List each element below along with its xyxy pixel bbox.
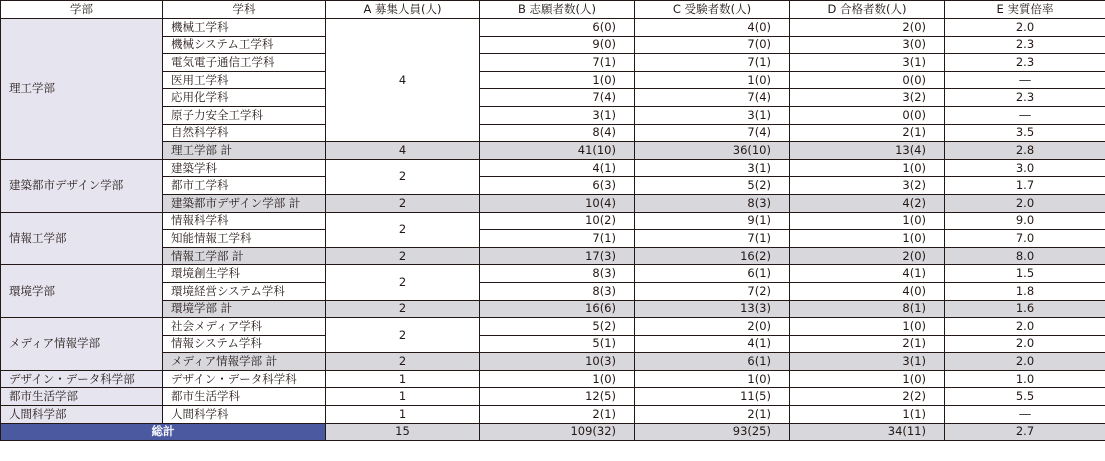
- header-ratio: E 実質倍率: [945, 1, 1105, 19]
- examinees-value: 1(0): [635, 71, 790, 89]
- faculty-name: メディア情報学部: [1, 318, 163, 371]
- subtotal-label: 情報工学部 計: [163, 247, 326, 265]
- faculty-name: 環境学部: [1, 265, 163, 318]
- table-row: [1, 335, 1105, 353]
- subtotal-passed: 4(2): [790, 194, 945, 212]
- applicants-value: 1(0): [480, 370, 635, 388]
- subtotal-applicants: 16(6): [480, 300, 635, 318]
- subtotal-passed: 2(0): [790, 247, 945, 265]
- subtotal-row: [1, 142, 1105, 160]
- ratio-value: 2.3: [945, 54, 1105, 72]
- applicants-value: 9(0): [480, 36, 635, 54]
- subtotal-ratio: 1.6: [945, 300, 1105, 318]
- department-name: 環境創生学科: [163, 265, 326, 283]
- ratio-value: 1.7: [945, 177, 1105, 195]
- quota-value: 2: [326, 265, 480, 300]
- applicants-value: 3(1): [480, 106, 635, 124]
- department-name: デザイン・データ科学科: [163, 370, 326, 388]
- examinees-value: 6(1): [635, 265, 790, 283]
- faculty-name: デザイン・データ科学部: [1, 370, 163, 388]
- subtotal-examinees: 13(3): [635, 300, 790, 318]
- subtotal-examinees: 8(3): [635, 194, 790, 212]
- subtotal-examinees: 16(2): [635, 247, 790, 265]
- examinees-value: 7(0): [635, 36, 790, 54]
- examinees-value: 7(4): [635, 124, 790, 142]
- passed-value: 2(1): [790, 124, 945, 142]
- examinees-value: 9(1): [635, 212, 790, 230]
- applicants-value: 10(2): [480, 212, 635, 230]
- subtotal-applicants: 10(4): [480, 194, 635, 212]
- table-row: [1, 54, 1105, 72]
- passed-value: 1(0): [790, 370, 945, 388]
- examinees-value: 3(1): [635, 106, 790, 124]
- subtotal-ratio: 8.0: [945, 247, 1105, 265]
- table-row: [1, 370, 1105, 388]
- passed-value: 2(0): [790, 19, 945, 37]
- department-name: 機械工学科: [163, 19, 326, 37]
- examinees-value: 11(5): [635, 388, 790, 406]
- applicants-value: 1(0): [480, 71, 635, 89]
- passed-value: 1(0): [790, 159, 945, 177]
- passed-value: 2(1): [790, 335, 945, 353]
- ratio-value: 1.8: [945, 282, 1105, 300]
- total-passed: 34(11): [790, 423, 945, 441]
- table-row: [1, 106, 1105, 124]
- subtotal-ratio: 2.8: [945, 142, 1105, 160]
- applicants-value: 7(4): [480, 89, 635, 107]
- subtotal-examinees: 6(1): [635, 353, 790, 371]
- department-name: 社会メディア学科: [163, 318, 326, 336]
- department-name: 建築学科: [163, 159, 326, 177]
- passed-value: 4(0): [790, 282, 945, 300]
- table-row: [1, 19, 1105, 37]
- passed-value: 3(0): [790, 36, 945, 54]
- table-row: [1, 36, 1105, 54]
- applicants-value: 4(1): [480, 159, 635, 177]
- total-row: [1, 423, 1105, 441]
- applicants-value: 8(3): [480, 265, 635, 283]
- subtotal-quota: 2: [326, 247, 480, 265]
- total-applicants: 109(32): [480, 423, 635, 441]
- department-name: 応用化学科: [163, 89, 326, 107]
- subtotal-ratio: 2.0: [945, 194, 1105, 212]
- department-name: 人間科学科: [163, 406, 326, 424]
- department-name: 情報システム学科: [163, 335, 326, 353]
- ratio-value: 7.0: [945, 230, 1105, 248]
- table-row: [1, 89, 1105, 107]
- table-row: [1, 159, 1105, 177]
- ratio-value: 3.5: [945, 124, 1105, 142]
- passed-value: 1(0): [790, 212, 945, 230]
- table-row: [1, 318, 1105, 336]
- header-examinees: C 受験者数(人): [635, 1, 790, 19]
- passed-value: 3(1): [790, 54, 945, 72]
- ratio-value: 2.0: [945, 318, 1105, 336]
- table-row: [1, 71, 1105, 89]
- ratio-value: 2.3: [945, 89, 1105, 107]
- applicants-value: 7(1): [480, 230, 635, 248]
- quota-value: 1: [326, 370, 480, 388]
- header-applicants: B 志願者数(人): [480, 1, 635, 19]
- applicants-value: 7(1): [480, 54, 635, 72]
- total-label: 総計: [1, 423, 326, 441]
- subtotal-row: [1, 353, 1105, 371]
- ratio-value: 2.3: [945, 36, 1105, 54]
- department-name: 環境経営システム学科: [163, 282, 326, 300]
- total-examinees: 93(25): [635, 423, 790, 441]
- subtotal-row: [1, 247, 1105, 265]
- subtotal-row: [1, 194, 1105, 212]
- passed-value: 3(2): [790, 177, 945, 195]
- table-row: [1, 124, 1105, 142]
- subtotal-passed: 3(1): [790, 353, 945, 371]
- passed-value: 2(2): [790, 388, 945, 406]
- subtotal-passed: 13(4): [790, 142, 945, 160]
- ratio-value: 2.0: [945, 335, 1105, 353]
- quota-value: 2: [326, 212, 480, 247]
- faculty-name: 情報工学部: [1, 212, 163, 265]
- subtotal-label: メディア情報学部 計: [163, 353, 326, 371]
- subtotal-quota: 4: [326, 142, 480, 160]
- quota-value: 1: [326, 406, 480, 424]
- subtotal-label: 理工学部 計: [163, 142, 326, 160]
- examinees-value: 4(0): [635, 19, 790, 37]
- applicants-value: 8(4): [480, 124, 635, 142]
- examinees-value: 1(0): [635, 370, 790, 388]
- examinees-value: 4(1): [635, 335, 790, 353]
- subtotal-passed: 8(1): [790, 300, 945, 318]
- quota-value: 2: [326, 159, 480, 194]
- table-row: [1, 406, 1105, 424]
- subtotal-quota: 2: [326, 300, 480, 318]
- header-department: 学科: [163, 1, 326, 19]
- passed-value: 1(0): [790, 318, 945, 336]
- passed-value: 4(1): [790, 265, 945, 283]
- ratio-value: 5.5: [945, 388, 1105, 406]
- quota-value: 4: [326, 19, 480, 142]
- applicants-value: 2(1): [480, 406, 635, 424]
- department-name: 原子力安全工学科: [163, 106, 326, 124]
- total-quota: 15: [326, 423, 480, 441]
- total-ratio: 2.7: [945, 423, 1105, 441]
- header-passed: D 合格者数(人): [790, 1, 945, 19]
- header-row: [1, 1, 1105, 19]
- faculty-name: 理工学部: [1, 19, 163, 160]
- ratio-value: 1.0: [945, 370, 1105, 388]
- examinees-value: 2(0): [635, 318, 790, 336]
- table-body: [1, 19, 1105, 441]
- table-row: [1, 177, 1105, 195]
- examinees-value: 3(1): [635, 159, 790, 177]
- examinees-value: 7(1): [635, 230, 790, 248]
- subtotal-applicants: 10(3): [480, 353, 635, 371]
- passed-value: 1(0): [790, 230, 945, 248]
- header-quota: A 募集人員(人): [326, 1, 480, 19]
- subtotal-label: 建築都市デザイン学部 計: [163, 194, 326, 212]
- applicants-value: 5(2): [480, 318, 635, 336]
- ratio-value: ―: [945, 71, 1105, 89]
- department-name: 情報科学科: [163, 212, 326, 230]
- table-row: [1, 282, 1105, 300]
- passed-value: 0(0): [790, 71, 945, 89]
- faculty-name: 人間科学部: [1, 406, 163, 424]
- examinees-value: 7(2): [635, 282, 790, 300]
- passed-value: 0(0): [790, 106, 945, 124]
- ratio-value: ―: [945, 106, 1105, 124]
- examinees-value: 2(1): [635, 406, 790, 424]
- applicants-value: 6(0): [480, 19, 635, 37]
- department-name: 都市工学科: [163, 177, 326, 195]
- table-row: [1, 230, 1105, 248]
- ratio-value: 1.5: [945, 265, 1105, 283]
- department-name: 知能情報工学科: [163, 230, 326, 248]
- subtotal-applicants: 17(3): [480, 247, 635, 265]
- subtotal-label: 環境学部 計: [163, 300, 326, 318]
- ratio-value: 3.0: [945, 159, 1105, 177]
- passed-value: 3(2): [790, 89, 945, 107]
- examinees-value: 7(4): [635, 89, 790, 107]
- ratio-value: ―: [945, 406, 1105, 424]
- applicants-value: 6(3): [480, 177, 635, 195]
- applicants-value: 12(5): [480, 388, 635, 406]
- subtotal-quota: 2: [326, 353, 480, 371]
- faculty-name: 都市生活学部: [1, 388, 163, 406]
- table-row: [1, 265, 1105, 283]
- quota-value: 2: [326, 318, 480, 353]
- subtotal-row: [1, 300, 1105, 318]
- subtotal-quota: 2: [326, 194, 480, 212]
- department-name: 機械システム工学科: [163, 36, 326, 54]
- ratio-value: 2.0: [945, 19, 1105, 37]
- department-name: 電気電子通信工学科: [163, 54, 326, 72]
- department-name: 都市生活学科: [163, 388, 326, 406]
- department-name: 医用工学科: [163, 71, 326, 89]
- quota-value: 1: [326, 388, 480, 406]
- header-faculty: 学部: [1, 1, 163, 19]
- ratio-value: 9.0: [945, 212, 1105, 230]
- subtotal-examinees: 36(10): [635, 142, 790, 160]
- passed-value: 1(1): [790, 406, 945, 424]
- applicants-value: 8(3): [480, 282, 635, 300]
- subtotal-ratio: 2.0: [945, 353, 1105, 371]
- table-row: [1, 212, 1105, 230]
- examinees-value: 5(2): [635, 177, 790, 195]
- applicants-value: 5(1): [480, 335, 635, 353]
- faculty-name: 建築都市デザイン学部: [1, 159, 163, 212]
- examinees-value: 7(1): [635, 54, 790, 72]
- department-name: 自然科学科: [163, 124, 326, 142]
- subtotal-applicants: 41(10): [480, 142, 635, 160]
- table-row: [1, 388, 1105, 406]
